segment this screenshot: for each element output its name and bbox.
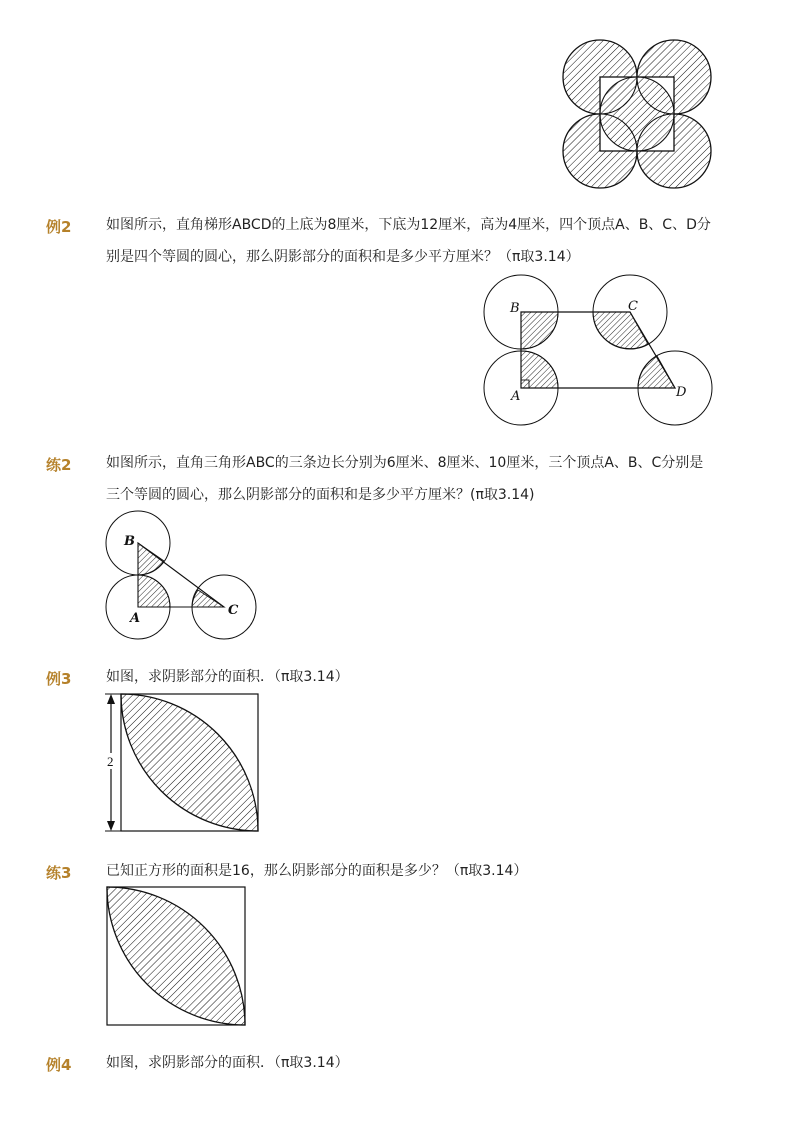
- trapezoid-circles-figure: [480, 272, 720, 432]
- vertex-label-c: C: [628, 299, 638, 314]
- leaf-square-figure-dimensioned: [100, 690, 265, 835]
- sector-a: [521, 351, 558, 388]
- problem-text-line: 如图所示，直角梯形ABCD的上底为8厘米，下底为12厘米，高为4厘米，四个顶点A、B、C、D分: [106, 217, 711, 233]
- problem-label: 练3: [46, 864, 72, 882]
- problem-text-line: 如图，求阴影部分的面积．（π取3.14）: [106, 669, 349, 685]
- problem-text-line: 如图，求阴影部分的面积．（π取3.14）: [106, 1055, 349, 1071]
- triangle-circles-figure: [100, 506, 265, 646]
- sector-d: [638, 356, 675, 388]
- sector-b: [521, 312, 558, 349]
- sector-c: [192, 590, 224, 607]
- leaf-square-figure: [100, 882, 250, 1032]
- problem-label: 例2: [46, 218, 72, 236]
- problem-label: 例4: [46, 1056, 72, 1074]
- problem-label: 例3: [46, 670, 72, 688]
- dimension-label: 2: [107, 754, 114, 769]
- vertex-label-b: B: [124, 534, 135, 549]
- problem-text-line: 如图所示，直角三角形ABC的三条边长分别为6厘米、8厘米、10厘米，三个顶点A、B、C分别是: [106, 455, 704, 471]
- sector-a: [138, 575, 170, 607]
- problem-label: 练2: [46, 456, 72, 474]
- vertex-label-d: D: [676, 385, 687, 400]
- vertex-label-a: A: [511, 389, 521, 404]
- problem-text-line: 已知正方形的面积是16，那么阴影部分的面积是多少？（π取3.14）: [106, 863, 528, 879]
- problem-text: [106, 661, 716, 693]
- problem-text: [106, 1047, 716, 1079]
- vertex-label-a: A: [130, 611, 141, 626]
- problem-text-line: 三个等圆的圆心，那么阴影部分的面积和是多少平方厘米？(π取3.14): [106, 487, 535, 503]
- problem-text: [106, 209, 716, 273]
- problem-text-line: 别是四个等圆的圆心，那么阴影部分的面积和是多少平方厘米？（π取3.14）: [106, 249, 580, 265]
- sector-c: [593, 312, 648, 349]
- problem-text: [106, 447, 716, 511]
- four-circles-square-figure: [555, 36, 720, 196]
- vertex-label-b: B: [510, 301, 520, 316]
- vertex-label-c: C: [228, 603, 239, 618]
